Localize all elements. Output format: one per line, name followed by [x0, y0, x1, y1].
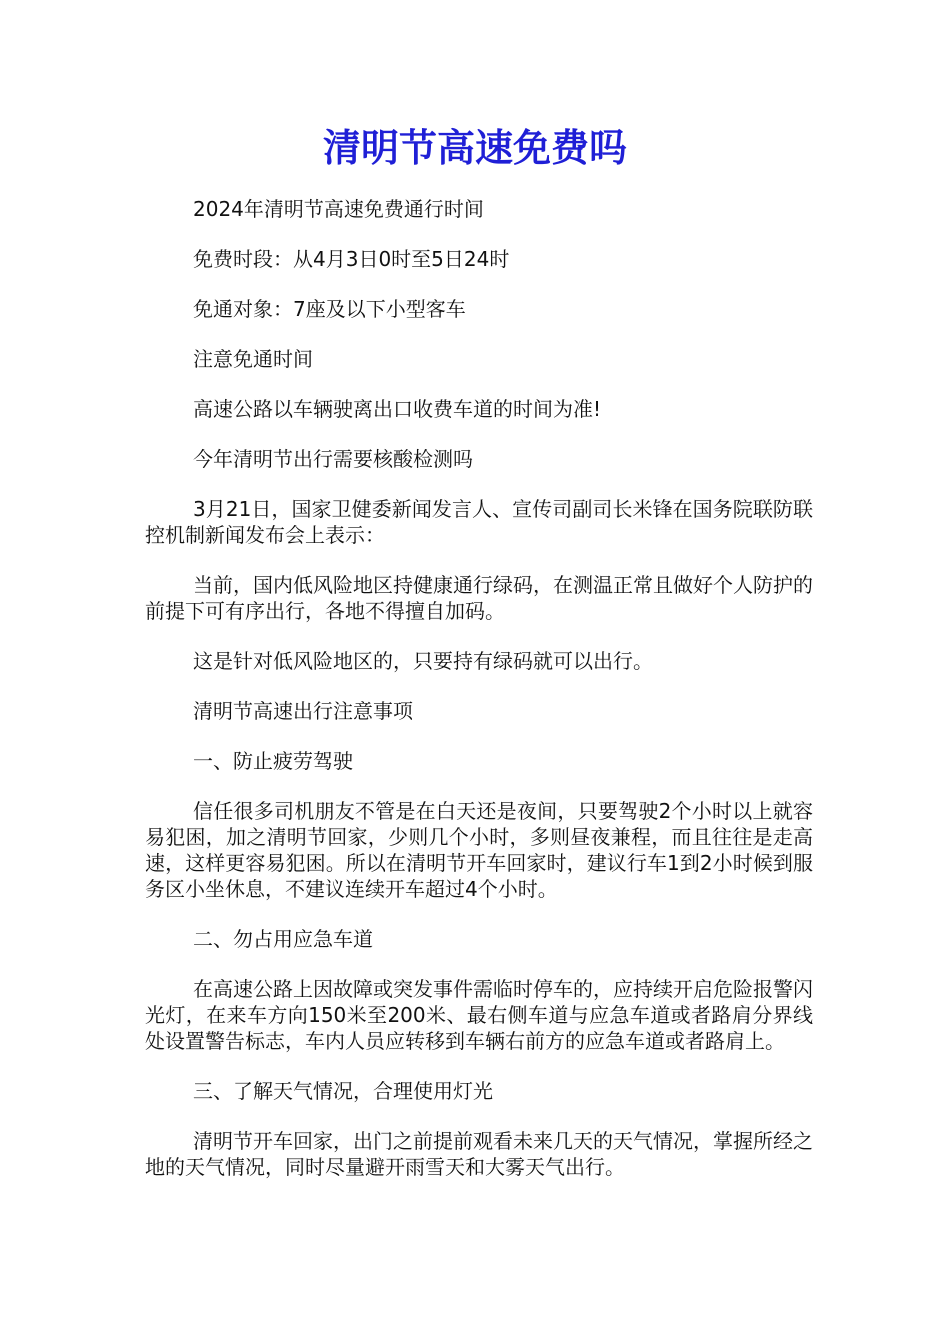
document-body	[145, 196, 813, 1204]
paragraph: 免通对象：7座及以下小型客车	[193, 297, 466, 321]
paragraph: 今年清明节出行需要核酸检测吗	[193, 447, 473, 471]
section-heading: 二、勿占用应急车道	[193, 927, 373, 951]
paragraph: 注意免通时间	[193, 347, 313, 371]
document-title: 清明节高速免费吗	[322, 125, 627, 170]
paragraph: 2024年清明节高速免费通行时间	[193, 197, 484, 221]
paragraph: 当前，国内低风险地区持健康通行绿码，在测温正常且做好个人防护的前提下可有序出行，各地不得擅自加码。	[145, 573, 813, 623]
section-heading: 清明节高速出行注意事项	[193, 699, 413, 723]
paragraph: 免费时段：从4月3日0时至5日24时	[193, 247, 510, 271]
paragraph: 清明节开车回家，出门之前提前观看未来几天的天气情况，掌握所经之地的天气情况，同时尽量避开雨雪天和大雾天气出行。	[145, 1129, 813, 1179]
paragraph: 信任很多司机朋友不管是在白天还是夜间，只要驾驶2个小时以上就容易犯困，加之清明节回家，少则几个小时，多则昼夜兼程，而且往往是走高速，这样更容易犯困。所以在清明节开车回家时，建议行车1到2小时候到服务区小坐休息，不建议连续开车超过4个小时。	[145, 799, 813, 901]
paragraph: 3月21日，国家卫健委新闻发言人、宣传司副司长米锋在国务院联防联控机制新闻发布会上表示：	[145, 497, 813, 547]
section-heading: 三、了解天气情况，合理使用灯光	[193, 1079, 493, 1103]
paragraph: 这是针对低风险地区的，只要持有绿码就可以出行。	[193, 649, 653, 673]
paragraph: 高速公路以车辆驶离出口收费车道的时间为准!	[193, 397, 602, 421]
section-heading: 一、防止疲劳驾驶	[193, 749, 353, 773]
paragraph: 在高速公路上因故障或突发事件需临时停车的，应持续开启危险报警闪光灯，在来车方向150米至200米、最右侧车道与应急车道或者路肩分界线处设置警告标志，车内人员应转移到车辆右前方的应急车道或者路肩上。	[145, 977, 813, 1053]
